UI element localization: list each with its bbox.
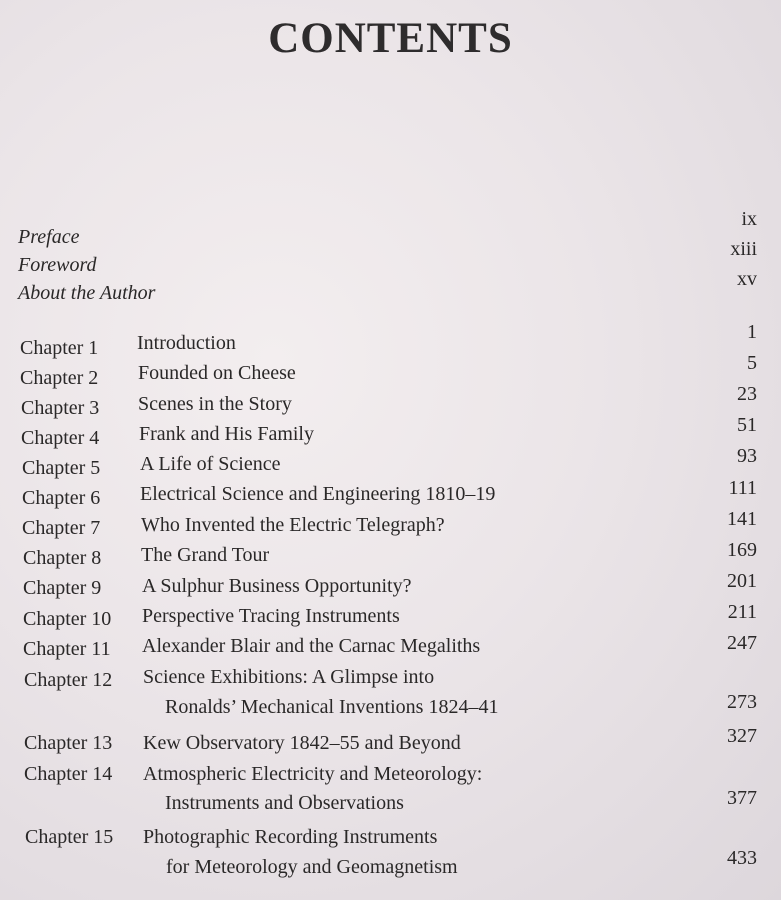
chapter-number: Chapter 9 — [23, 577, 102, 599]
chapter-number: Chapter 6 — [22, 487, 101, 509]
chapter-title: Kew Observatory 1842–55 and Beyond — [143, 732, 461, 754]
chapter-title-continued: Ronalds’ Mechanical Inventions 1824–41 — [165, 696, 499, 718]
chapter-title: Alexander Blair and the Carnac Megaliths — [142, 635, 481, 657]
front-matter-page: xv — [737, 268, 757, 290]
chapter-page: 93 — [737, 445, 757, 467]
chapter-page: 141 — [727, 508, 757, 530]
chapter-page: 247 — [727, 632, 757, 654]
chapter-page: 169 — [727, 539, 757, 561]
chapter-page: 377 — [727, 787, 757, 809]
chapter-number: Chapter 12 — [24, 669, 113, 691]
chapter-page: 327 — [727, 725, 757, 747]
page-title: CONTENTS — [268, 15, 513, 62]
chapter-title-continued: Instruments and Observations — [165, 792, 404, 814]
chapter-title: Who Invented the Electric Telegraph? — [141, 514, 445, 536]
chapter-title: A Sulphur Business Opportunity? — [142, 575, 412, 597]
front-matter-label: Preface — [18, 226, 80, 248]
chapter-title: Photographic Recording Instruments — [143, 826, 438, 848]
front-matter-page: ix — [741, 208, 757, 230]
front-matter-label: About the Author — [18, 282, 156, 304]
chapter-page: 433 — [727, 847, 757, 869]
chapter-page: 1 — [747, 321, 757, 343]
front-matter-page: xiii — [730, 238, 757, 260]
chapter-number: Chapter 4 — [21, 427, 100, 449]
chapter-number: Chapter 3 — [21, 397, 100, 419]
chapter-page: 201 — [727, 570, 757, 592]
front-matter-label: Foreword — [18, 254, 97, 276]
chapter-page: 23 — [737, 383, 757, 405]
chapter-number: Chapter 11 — [23, 638, 111, 660]
chapter-number: Chapter 14 — [24, 763, 113, 785]
chapter-title: Atmospheric Electricity and Meteorology: — [143, 763, 483, 785]
chapter-number: Chapter 5 — [22, 457, 101, 479]
chapter-page: 273 — [727, 691, 757, 713]
chapter-title: Perspective Tracing Instruments — [142, 605, 400, 627]
chapter-page: 51 — [737, 414, 757, 436]
chapter-title: The Grand Tour — [141, 544, 270, 566]
chapter-page: 211 — [727, 601, 757, 623]
chapter-title-continued: for Meteorology and Geomagnetism — [166, 856, 458, 878]
chapter-number: Chapter 2 — [20, 367, 99, 389]
chapter-number: Chapter 10 — [23, 608, 112, 630]
chapter-page: 5 — [747, 352, 757, 374]
chapter-number: Chapter 7 — [22, 517, 101, 539]
chapter-title: Founded on Cheese — [138, 362, 296, 384]
chapter-title: Electrical Science and Engineering 1810–19 — [140, 483, 496, 505]
chapter-number: Chapter 13 — [24, 732, 113, 754]
chapter-title: Introduction — [137, 332, 236, 354]
chapter-page: 111 — [728, 477, 757, 499]
chapter-number: Chapter 8 — [23, 547, 102, 569]
chapter-title: A Life of Science — [140, 453, 281, 475]
chapter-number: Chapter 15 — [25, 826, 114, 848]
chapter-number: Chapter 1 — [20, 337, 99, 359]
chapter-title: Science Exhibitions: A Glimpse into — [143, 666, 435, 688]
chapter-title: Frank and His Family — [139, 423, 314, 445]
chapter-title: Scenes in the Story — [138, 393, 292, 415]
